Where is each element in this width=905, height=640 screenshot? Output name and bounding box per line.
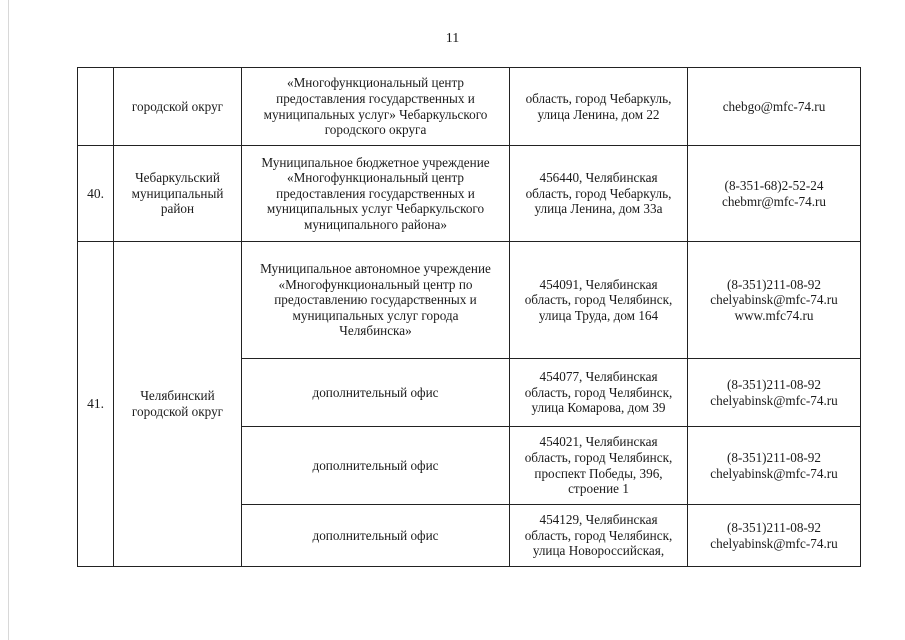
- page-left-edge: [8, 0, 9, 640]
- district-cell: городской округ: [114, 68, 242, 146]
- address-cell: 456440, Челябинская область, город Чебаркуль, улица Ленина, дом 33а: [510, 146, 688, 242]
- district-cell: Чебаркульский муниципальный район: [114, 146, 242, 242]
- address-cell: область, город Чебаркуль, улица Ленина, дом 22: [510, 68, 688, 146]
- row-number: 41.: [78, 242, 114, 567]
- address-cell: 454021, Челябинская область, город Челябинск, проспект Победы, 396, строение 1: [510, 427, 688, 505]
- contacts-cell: (8-351)211-08-92 chelyabinsk@mfc-74.ru: [688, 359, 861, 427]
- organization-cell: «Многофункциональный центр предоставления государственных и муниципальных услуг» Чебаркульского городского округа: [242, 68, 510, 146]
- organization-cell: дополнительный офис: [242, 427, 510, 505]
- organization-cell: дополнительный офис: [242, 505, 510, 567]
- table-row: [78, 146, 861, 242]
- address-cell: 454129, Челябинская область, город Челябинск, улица Новороссийская,: [510, 505, 688, 567]
- contacts-cell: chebgo@mfc-74.ru: [688, 68, 861, 146]
- table-row: [78, 68, 861, 146]
- table-row: [78, 242, 861, 359]
- address-cell: 454091, Челябинская область, город Челябинск, улица Труда, дом 164: [510, 242, 688, 359]
- mfc-table: [77, 67, 861, 567]
- row-number: 40.: [78, 146, 114, 242]
- contacts-cell: (8-351)211-08-92 chelyabinsk@mfc-74.ru: [688, 427, 861, 505]
- organization-cell: дополнительный офис: [242, 359, 510, 427]
- page-number: 11: [445, 31, 460, 46]
- district-cell: Челябинский городской округ: [114, 242, 242, 567]
- organization-cell: Муниципальное автономное учреждение «Многофункциональный центр по предоставлению государственных и муниципальных услуг города Челябинска»: [242, 242, 510, 359]
- row-number: [78, 68, 114, 146]
- contacts-cell: (8-351)211-08-92 chelyabinsk@mfc-74.ru: [688, 505, 861, 567]
- address-cell: 454077, Челябинская область, город Челябинск, улица Комарова, дом 39: [510, 359, 688, 427]
- contacts-cell: (8-351)211-08-92 chelyabinsk@mfc-74.ru www.mfc74.ru: [688, 242, 861, 359]
- contacts-cell: (8-351-68)2-52-24 chebmr@mfc-74.ru: [688, 146, 861, 242]
- organization-cell: Муниципальное бюджетное учреждение «Многофункциональный центр предоставления государственных и муниципальных услуг Чебаркульского муниципального района»: [242, 146, 510, 242]
